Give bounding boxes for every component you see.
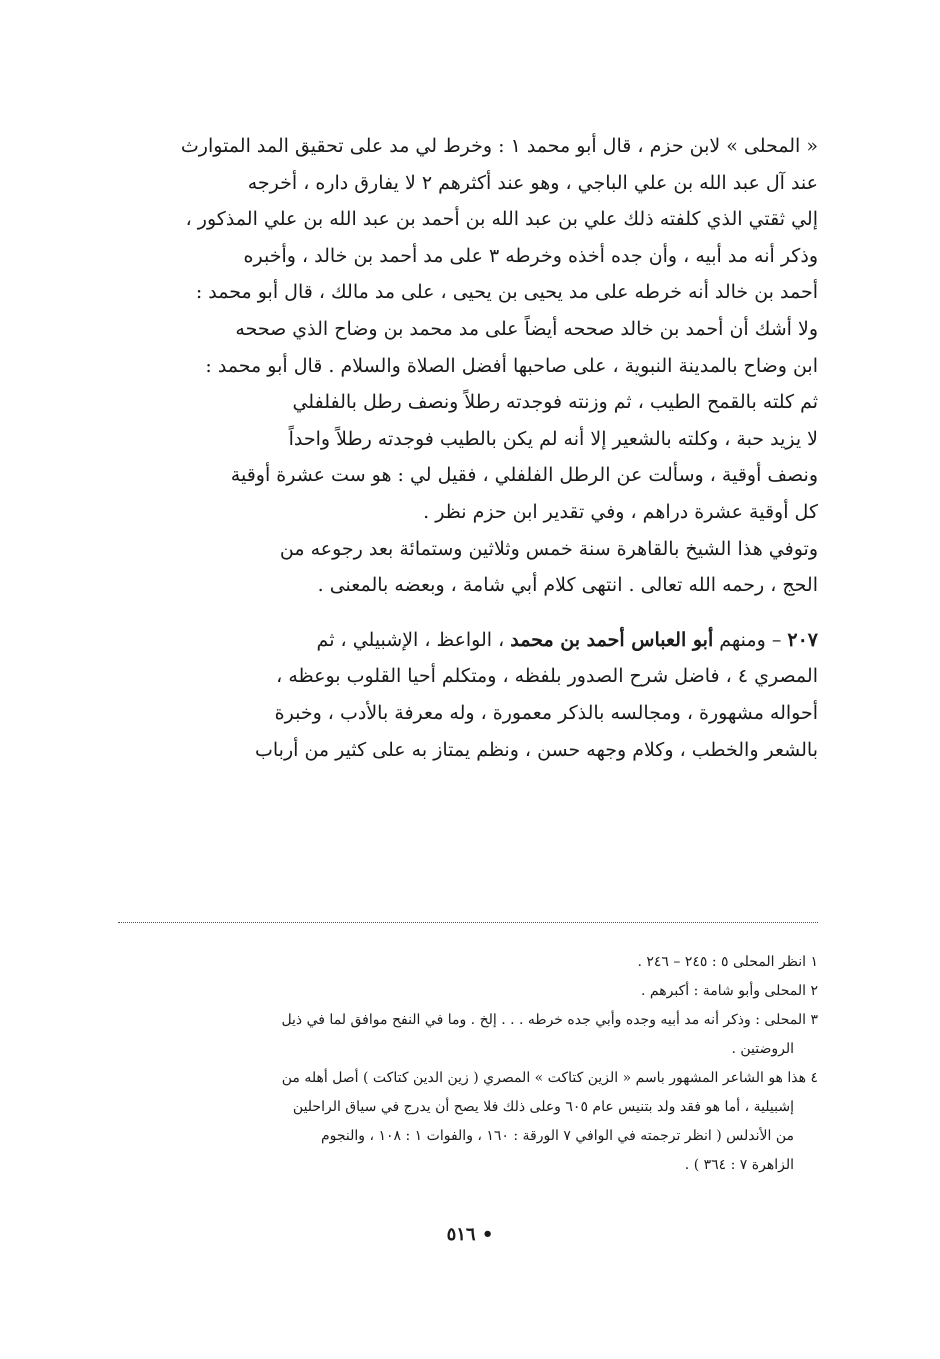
text-line: وذكر أنه مد أبيه ، وأن جده أخذه وخرطه ٣ على مد أحمد بن خالد ، وأخبره — [243, 244, 818, 267]
text-line: المصري ٤ ، فاضل شرح الصدور بلفظه ، ومتكلم أحيا القلوب بوعظه ، — [276, 665, 818, 688]
entry-heading-line — [118, 622, 818, 659]
entry-number: ٢٠٧ — [787, 628, 818, 651]
footnote-4-continued: من الأندلس ( انظر ترجمته في الوافي ٧ الورقة : ١٦٠ ، والفوات ١ : ١٠٨ ، والنجوم — [320, 1128, 794, 1144]
footnote-3-continued: الروضتين . — [731, 1041, 794, 1057]
text-line: لا يزيد حبة ، وكلته بالشعير إلا أنه لم يكن بالطيب فوجدته رطلاً واحداً — [288, 427, 818, 450]
text-line: ثم كلته بالقمح الطيب ، ثم وزنته فوجدته رطلاً ونصف رطل بالفلفلي — [292, 391, 818, 414]
paragraph-gap — [118, 604, 818, 622]
footnote-3: ٣ المحلى : وذكر أنه مد أبيه وجده وأبي جده خرطه . . . إلخ . وما في النفح موافق لما في ذيل — [281, 1012, 818, 1028]
text-line: أحمد بن خالد أنه خرطه على مد يحيى بن يحيى ، على مد مالك ، قال أبو محمد : — [195, 281, 818, 304]
footnote-4-continued: إشبيلية ، أما هو فقد ولد بتنيس عام ٦٠٥ وعلى ذلك فلا يصح أن يدرج في سياق الراحلين — [292, 1099, 794, 1115]
main-text — [118, 128, 818, 768]
entry-dash: – — [771, 628, 782, 651]
text-line: الحج ، رحمه الله تعالى . انتهى كلام أبي شامة ، وبعضه بالمعنى . — [317, 574, 818, 597]
footnote-4-continued: الزاهرة ٧ : ٣٦٤ ) . — [684, 1157, 794, 1173]
footnote-divider — [118, 922, 818, 923]
text-line: وتوفي هذا الشيخ بالقاهرة سنة خمس وثلاثين وستمائة بعد رجوعه من — [279, 537, 818, 560]
footnote-4: ٤ هذا هو الشاعر المشهور باسم « الزين كتاكت » المصري ( زين الدين كتاكت ) أصل أهله من — [281, 1070, 818, 1086]
entry-intro: ومنهم — [719, 628, 766, 651]
text-line: أحواله مشهورة ، ومجالسه بالذكر معمورة ، وله معرفة بالأدب ، وخبرة — [274, 701, 818, 724]
page-number: • ٥١٦ — [446, 1224, 494, 1245]
text-line: « المحلى » لابن حزم ، قال أبو محمد ١ : وخرط لي مد على تحقيق المد المتوارث — [180, 135, 818, 157]
entry-name: أبو العباس أحمد بن محمد — [510, 628, 714, 651]
text-line: ولا أشك أن أحمد بن خالد صححه أيضاً على مد محمد بن وضاح الذي صححه — [235, 317, 818, 340]
text-line: عند آل عبد الله بن علي الباجي ، وهو عند أكثرهم ٢ لا يفارق داره ، أخرجه — [247, 171, 818, 194]
footnotes — [118, 948, 818, 1180]
text-line: إلي ثقتي الذي كلفته ذلك علي بن عبد الله بن أحمد بن عبد الله بن علي المذكور ، — [185, 208, 818, 231]
footnote-2: ٢ المحلى وأبو شامة : أكبرهم . — [641, 983, 818, 999]
entry-rest: ، الواعظ ، الإشبيلي ، ثم — [316, 628, 505, 651]
text-line: ابن وضاح بالمدينة النبوية ، على صاحبها أفضل الصلاة والسلام . قال أبو محمد : — [205, 354, 818, 377]
text-line: ونصف أوقية ، وسألت عن الرطل الفلفلي ، فقيل لي : هو ست عشرة أوقية — [230, 464, 818, 487]
text-line: بالشعر والخطب ، وكلام وجهه حسن ، ونظم يمتاز به على كثير من أرباب — [255, 738, 818, 761]
text-line: كل أوقية عشرة دراهم ، وفي تقدير ابن حزم نظر . — [423, 500, 818, 523]
footnote-1: ١ انظر المحلى ٥ : ٢٤٥ – ٢٤٦ . — [637, 954, 818, 970]
